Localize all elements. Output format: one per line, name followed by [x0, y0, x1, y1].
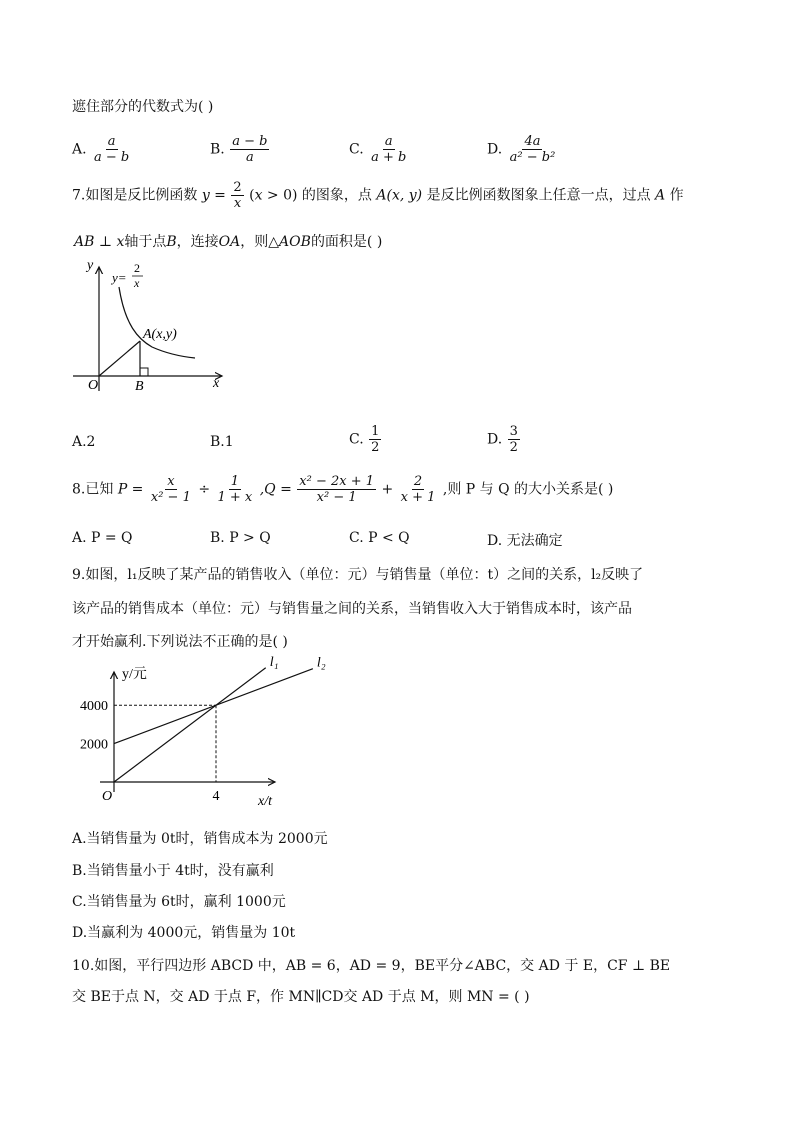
q8-option-a: A. P = Q: [72, 530, 133, 546]
q7-figure: [70, 255, 230, 395]
q10-line2: 交 BE于点 N，交 AD 于点 F，作 MN∥CD交 AD 于点 M，则 MN = ( ): [72, 989, 530, 1005]
q7-option-c: [349, 424, 382, 455]
q8-option-b: B. P > Q: [210, 530, 271, 546]
option-label: C.: [349, 431, 364, 448]
point-a-label: A(x,y): [143, 327, 177, 342]
fraction: $\frac{\text{x² − 2x + 1}}{\text{x² − 1}}$: [299, 474, 375, 505]
text: AB ⊥ x: [74, 234, 125, 250]
text: ，连接: [176, 234, 219, 250]
fraction: [92, 134, 131, 165]
option-label: A.: [72, 141, 87, 158]
fraction: [369, 424, 381, 455]
text: P =: [117, 481, 144, 498]
option-label: C.: [349, 141, 364, 158]
q8-option-d: D. 无法确定: [487, 533, 563, 549]
point-label: A: [655, 187, 666, 204]
right-angle-mark: [140, 368, 148, 376]
denominator: 2: [371, 440, 380, 455]
q6-option-c: [349, 134, 409, 165]
text: ，则△: [240, 234, 280, 250]
q9-chart: [70, 654, 326, 810]
fraction: $\frac{1}{1 + x}$: [217, 474, 253, 505]
function-numerator: 2: [134, 261, 140, 275]
numerator: a: [107, 134, 116, 149]
q9-line3: 才开始赢利.下列说法不正确的是( ): [72, 634, 288, 650]
text: 轴于点: [124, 234, 167, 250]
text: 8.已知: [72, 481, 114, 498]
chart-x-label: x/t: [258, 794, 272, 809]
fraction: $\frac{x}{\text{x² − 1}}$: [150, 474, 191, 505]
text: 7.如图是反比例函数: [72, 187, 198, 204]
fraction: [230, 134, 269, 165]
q6-option-a: [72, 134, 132, 165]
point-a: A(x, y): [376, 187, 423, 204]
text: OA: [218, 234, 241, 250]
x-tick-label: 4: [212, 789, 220, 804]
text: 的图象，点: [301, 187, 372, 204]
fraction: $\frac{2}{x + 1}$: [400, 474, 436, 505]
numerator: a: [384, 134, 393, 149]
q7-line1: [72, 180, 684, 211]
series-label-1: l₁: [269, 654, 279, 670]
q6-option-b: [210, 134, 270, 165]
q8-option-c: C. P < Q: [349, 530, 410, 546]
q9-option-c: C.当销售量为 6t时，赢利 1000元: [72, 894, 286, 910]
q9-option-b: B.当销售量小于 4t时，没有赢利: [72, 863, 274, 879]
domain-condition: (x > 0): [249, 187, 298, 204]
q9-line1: 9.如图，l₁反映了某产品的销售收入（单位：元）与销售量（单位：t）之间的关系，l₂反映了: [72, 567, 644, 583]
denominator: a + b: [371, 150, 407, 165]
series-line-1: [114, 668, 266, 782]
text: 作: [669, 187, 684, 204]
y-axis-label: y: [87, 258, 94, 273]
hyperbola-curve: [119, 287, 195, 358]
numerator: 3: [509, 424, 518, 439]
q7-option-a: A.2: [72, 434, 96, 450]
q6-stem: 遮住部分的代数式为( ): [72, 99, 214, 115]
text: ÷: [198, 481, 211, 498]
text: 是反比例函数图象上任意一点，过点: [426, 187, 651, 204]
chart-origin-label: O: [102, 789, 113, 804]
func-y: y =: [201, 187, 226, 204]
q9-line2: 该产品的销售成本（单位：元）与销售量之间的关系，当销售收入大于销售成本时，该产品: [72, 601, 632, 617]
x-axis-label: x: [213, 376, 220, 391]
q10-line1: 10.如图，平行四边形 ABCD 中，AB = 6，AD = 9，BE平分∠ABC，交 AD 于 E，CF ⊥ BE: [72, 958, 671, 974]
text: 的面积是( ): [310, 234, 383, 250]
q7-option-d: [487, 424, 521, 455]
chart-y-label: y/元: [122, 667, 147, 682]
q9-option-a: A.当销售量为 0t时，销售成本为 2000元: [72, 831, 328, 847]
series-label-2: l₂: [316, 655, 326, 671]
denominator: a² − b²: [509, 150, 556, 165]
numerator: 4a: [524, 134, 541, 149]
point-b-label: B: [135, 379, 144, 394]
denominator: 2: [509, 440, 518, 455]
fraction: [369, 134, 408, 165]
numerator: a − b: [232, 134, 268, 149]
numerator: 1: [371, 424, 380, 439]
text: B: [166, 234, 177, 250]
q8-stem: [72, 474, 613, 505]
text: AOB: [279, 234, 311, 250]
text: ,则 P 与 Q 的大小关系是( ): [442, 481, 614, 498]
q9-option-d: D.当赢利为 4000元，销售量为 10t: [72, 925, 296, 941]
y-tick-label: 4000: [80, 699, 108, 715]
fraction: [508, 134, 558, 165]
text: +: [381, 481, 394, 498]
fraction: [508, 424, 520, 455]
q6-option-d: [487, 134, 558, 165]
y-tick-label: 2000: [80, 737, 108, 753]
function-label: y=: [112, 270, 127, 285]
denominator: a: [245, 150, 254, 165]
origin-label: O: [88, 378, 99, 393]
q7-option-b: B.1: [210, 434, 234, 450]
fraction: $\frac{2}{x}$: [233, 180, 242, 211]
option-label: D.: [487, 431, 503, 448]
function-denominator: x: [134, 276, 140, 290]
text: ,Q =: [259, 481, 292, 498]
option-label: B.: [210, 141, 225, 158]
denominator: a − b: [94, 150, 130, 165]
q7-line2: [74, 231, 382, 251]
segment-oa: [99, 341, 140, 376]
option-label: D.: [487, 141, 503, 158]
